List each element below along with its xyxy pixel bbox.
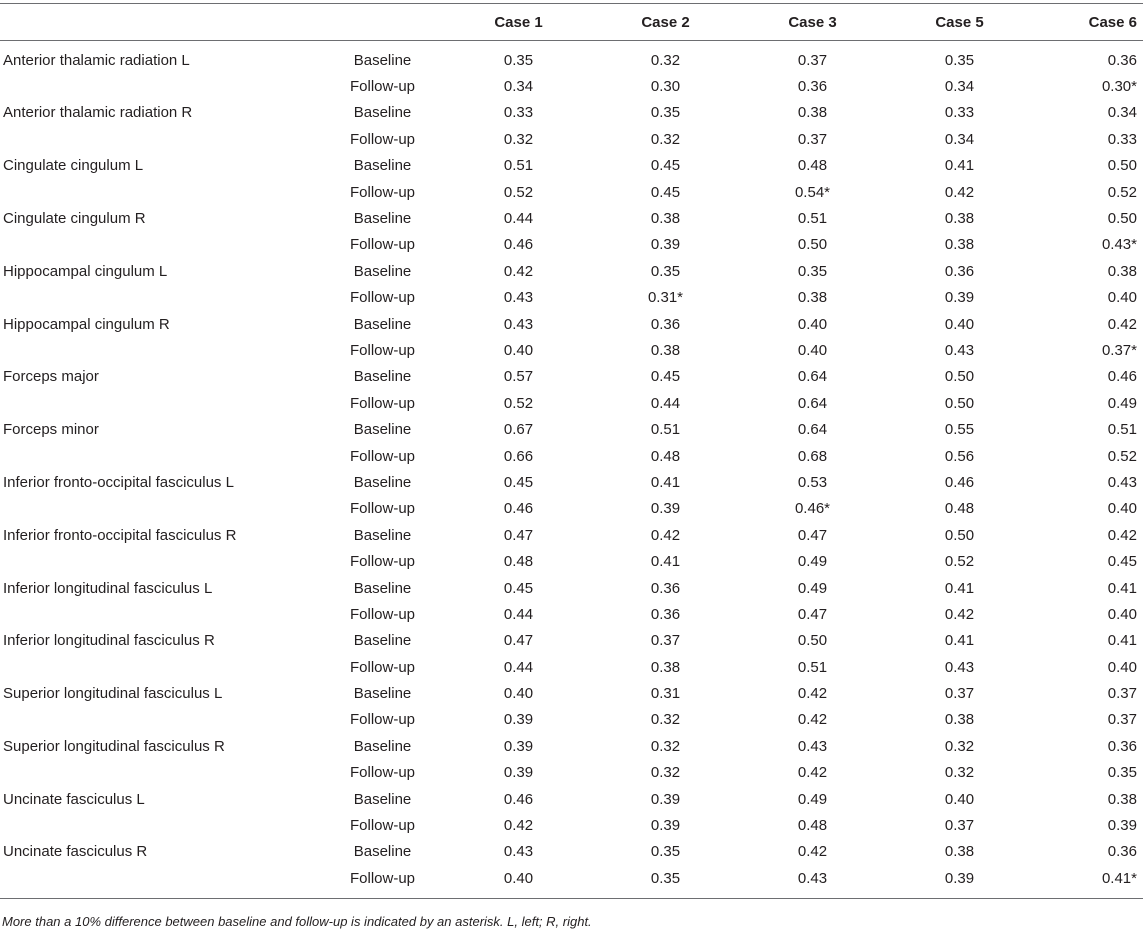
header-case-3: Case 3 [739,4,886,41]
header-timepoint [320,4,445,41]
case-2-value: 0.45 [650,183,681,201]
case-1-value: 0.57 [503,368,534,386]
timepoint: Follow-up [349,289,416,307]
case-3-value: 0.47 [797,605,828,623]
table-row [0,100,1143,126]
case-6-value: 0.36 [1107,737,1137,755]
tract-name: Inferior longitudinal fasciculus L [3,579,213,597]
table-row [0,522,1143,548]
timepoint: Follow-up [349,341,416,359]
case-1-value: 0.40 [445,865,592,898]
timepoint: Follow-up [349,711,416,729]
tract-name: Cingulate cingulum R [3,210,146,228]
case-5-value: 0.41 [944,157,975,175]
timepoint: Baseline [353,315,412,333]
case-6-value: 0.40 [1107,658,1137,676]
case-5-value: 0.41 [944,579,975,597]
case-3-value: 0.37 [797,130,828,148]
case-1-value: 0.51 [503,157,534,175]
case-1-value: 0.45 [503,473,534,491]
tract-name: Forceps major [3,368,99,386]
table-row [0,443,1143,469]
case-6-value: 0.40 [1107,605,1137,623]
case-5-value: 0.38 [944,843,975,861]
case-2-value: 0.31* [647,289,684,307]
case-1-value: 0.47 [503,632,534,650]
case-6-value: 0.43 [1107,473,1137,491]
case-3-value: 0.47 [797,526,828,544]
case-5-value: 0.34 [944,78,975,96]
table-row [0,364,1143,390]
case-5-value: 0.37 [944,817,975,835]
tract-name [0,548,320,574]
case-2-value: 0.37 [650,632,681,650]
case-1-value: 0.46 [503,236,534,254]
tract-name: Inferior fronto-occipital fasciculus R [3,526,237,544]
case-6-value: 0.49 [1107,394,1137,412]
case-2-value: 0.32 [650,711,681,729]
case-3-value: 0.54* [794,183,831,201]
timepoint: Follow-up [349,394,416,412]
case-6-value: 0.38 [1107,790,1137,808]
case-3-value: 0.49 [797,553,828,571]
case-6-value: 0.37 [1107,685,1137,703]
table-row [0,839,1143,865]
case-3-value: 0.40 [797,341,828,359]
case-6-value: 0.40 [1107,500,1137,518]
tract-name: Inferior fronto-occipital fasciculus L [3,473,234,491]
case-2-value: 0.39 [650,817,681,835]
timepoint: Follow-up [349,130,416,148]
timepoint: Follow-up [349,764,416,782]
tract-name: Inferior longitudinal fasciculus R [3,632,215,650]
case-1-value: 0.39 [503,764,534,782]
case-5-value: 0.50 [944,526,975,544]
timepoint: Baseline [353,210,412,228]
timepoint: Follow-up [349,78,416,96]
timepoint: Follow-up [349,817,416,835]
case-3-value: 0.50 [797,632,828,650]
timepoint: Baseline [353,421,412,439]
case-1-value: 0.52 [503,183,534,201]
case-5-value: 0.39 [944,289,975,307]
timepoint: Baseline [353,104,412,122]
timepoint: Baseline [353,157,412,175]
case-5-value: 0.40 [944,790,975,808]
table-header-row [0,4,1143,41]
case-1-value: 0.43 [503,315,534,333]
case-5-value: 0.33 [944,104,975,122]
case-2-value: 0.45 [650,368,681,386]
case-3-value: 0.50 [797,236,828,254]
table-row [0,337,1143,363]
table-row [0,205,1143,231]
case-3-value: 0.46* [794,500,831,518]
timepoint: Baseline [353,51,412,69]
case-6-value: 0.37* [1101,341,1137,359]
case-6-value: 0.52 [1107,447,1137,465]
case-1-value: 0.47 [503,526,534,544]
case-5-value: 0.48 [944,500,975,518]
tract-name: Forceps minor [3,421,99,439]
tract-name [0,496,320,522]
tract-name [0,337,320,363]
tract-name [0,760,320,786]
table-row [0,469,1143,495]
case-3-value: 0.64 [797,394,828,412]
case-2-value: 0.41 [650,473,681,491]
case-5-value: 0.39 [886,865,1033,898]
case-2-value: 0.38 [650,658,681,676]
case-2-value: 0.38 [650,210,681,228]
case-2-value: 0.48 [650,447,681,465]
timepoint: Baseline [353,473,412,491]
tract-name: Superior longitudinal fasciculus R [3,737,225,755]
case-1-value: 0.44 [503,210,534,228]
timepoint: Baseline [353,262,412,280]
case-1-value: 0.32 [503,130,534,148]
tract-name [0,232,320,258]
case-5-value: 0.41 [944,632,975,650]
case-6-value: 0.41 [1107,632,1137,650]
case-2-value: 0.35 [650,262,681,280]
case-2-value: 0.36 [650,315,681,333]
case-3-value: 0.42 [797,843,828,861]
tract-name [0,73,320,99]
case-1-value: 0.46 [503,500,534,518]
tract-name: Superior longitudinal fasciculus L [3,685,223,703]
timepoint: Baseline [353,685,412,703]
case-3-value: 0.43 [797,737,828,755]
case-6-value: 0.52 [1107,183,1137,201]
tract-name: Uncinate fasciculus L [3,790,145,808]
case-5-value: 0.32 [944,737,975,755]
case-1-value: 0.42 [503,817,534,835]
tract-name [0,443,320,469]
case-6-value: 0.42 [1107,526,1137,544]
case-6-value: 0.45 [1107,553,1137,571]
case-2-value: 0.32 [650,737,681,755]
table-row [0,496,1143,522]
case-3-value: 0.42 [797,685,828,703]
case-6-value: 0.41 [1107,579,1137,597]
case-2-value: 0.38 [650,341,681,359]
header-case-6: Case 6 [1033,4,1143,41]
tract-name [0,126,320,152]
case-1-value: 0.44 [503,658,534,676]
table-row [0,416,1143,442]
table-row [0,126,1143,152]
tract-name [0,707,320,733]
header-case-5: Case 5 [886,4,1033,41]
case-2-value: 0.41 [650,553,681,571]
timepoint: Follow-up [320,865,445,898]
tract-name [0,601,320,627]
timepoint: Baseline [353,368,412,386]
table-row [0,41,1143,74]
case-3-value: 0.36 [797,78,828,96]
timepoint: Follow-up [349,236,416,254]
case-3-value: 0.42 [797,711,828,729]
case-6-value: 0.34 [1107,104,1137,122]
case-1-value: 0.46 [503,790,534,808]
fa-values-table [0,3,1143,899]
table-row [0,153,1143,179]
case-2-value: 0.30 [650,78,681,96]
case-1-value: 0.43 [503,289,534,307]
case-6-value: 0.41* [1033,865,1143,898]
case-6-value: 0.46 [1107,368,1137,386]
case-6-value: 0.39 [1107,817,1137,835]
tract-name: Hippocampal cingulum L [3,262,168,280]
case-3-value: 0.64 [797,368,828,386]
header-case-1: Case 1 [445,4,592,41]
case-5-value: 0.36 [944,262,975,280]
case-3-value: 0.40 [797,315,828,333]
case-6-value: 0.33 [1107,130,1137,148]
timepoint: Baseline [353,737,412,755]
table-row [0,707,1143,733]
case-1-value: 0.40 [503,341,534,359]
case-3-value: 0.49 [797,790,828,808]
case-2-value: 0.32 [650,764,681,782]
table-row [0,654,1143,680]
case-6-value: 0.36 [1107,51,1137,69]
case-1-value: 0.44 [503,605,534,623]
case-5-value: 0.40 [944,315,975,333]
case-5-value: 0.34 [944,130,975,148]
case-3-value: 0.51 [797,210,828,228]
case-5-value: 0.52 [944,553,975,571]
timepoint: Follow-up [349,553,416,571]
table-row [0,73,1143,99]
case-1-value: 0.35 [503,51,534,69]
case-2-value: 0.39 [650,236,681,254]
case-6-value: 0.50 [1107,157,1137,175]
case-2-value: 0.35 [592,865,739,898]
case-2-value: 0.32 [650,130,681,148]
case-2-value: 0.35 [650,104,681,122]
case-3-value: 0.48 [797,157,828,175]
case-2-value: 0.35 [650,843,681,861]
tract-name [0,654,320,680]
tract-name [0,390,320,416]
table-row [0,232,1143,258]
case-3-value: 0.42 [797,764,828,782]
case-2-value: 0.44 [650,394,681,412]
case-6-value: 0.37 [1107,711,1137,729]
case-2-value: 0.39 [650,500,681,518]
case-1-value: 0.66 [503,447,534,465]
table-row [0,812,1143,838]
case-5-value: 0.55 [944,421,975,439]
case-1-value: 0.67 [503,421,534,439]
table-row [0,601,1143,627]
case-2-value: 0.32 [650,51,681,69]
timepoint: Follow-up [349,447,416,465]
case-6-value: 0.51 [1107,421,1137,439]
case-5-value: 0.38 [944,711,975,729]
case-3-value: 0.35 [797,262,828,280]
tract-name: Cingulate cingulum L [3,157,144,175]
table-row [0,285,1143,311]
case-3-value: 0.53 [797,473,828,491]
case-3-value: 0.68 [797,447,828,465]
timepoint: Follow-up [349,183,416,201]
header-tract [0,4,320,41]
case-6-value: 0.38 [1107,262,1137,280]
case-3-value: 0.37 [797,51,828,69]
case-5-value: 0.42 [944,183,975,201]
case-1-value: 0.40 [503,685,534,703]
table-row [0,575,1143,601]
table-row [0,258,1143,284]
case-5-value: 0.43 [944,658,975,676]
case-1-value: 0.39 [503,711,534,729]
case-5-value: 0.37 [944,685,975,703]
case-6-value: 0.50 [1107,210,1137,228]
case-3-value: 0.38 [797,289,828,307]
table-row [0,390,1143,416]
case-2-value: 0.45 [650,157,681,175]
table-footnote: More than a 10% difference between baseline and follow-up is indicated by an asterisk. L, left; R, right. [2,914,592,929]
timepoint: Baseline [353,790,412,808]
table-row [0,548,1143,574]
table-row [0,760,1143,786]
timepoint: Baseline [353,843,412,861]
case-2-value: 0.36 [650,605,681,623]
case-2-value: 0.42 [650,526,681,544]
case-1-value: 0.39 [503,737,534,755]
case-5-value: 0.32 [944,764,975,782]
case-1-value: 0.34 [503,78,534,96]
case-1-value: 0.48 [503,553,534,571]
case-3-value: 0.48 [797,817,828,835]
case-3-value: 0.51 [797,658,828,676]
case-3-value: 0.43 [739,865,886,898]
tract-name [0,179,320,205]
tract-name [0,865,320,898]
tract-name: Anterior thalamic radiation L [3,51,190,69]
case-6-value: 0.30* [1101,78,1137,96]
case-1-value: 0.43 [503,843,534,861]
case-5-value: 0.42 [944,605,975,623]
table-row [0,628,1143,654]
case-2-value: 0.51 [650,421,681,439]
case-6-value: 0.42 [1107,315,1137,333]
tract-name: Hippocampal cingulum R [3,315,170,333]
timepoint: Follow-up [349,605,416,623]
timepoint: Baseline [353,632,412,650]
table-body [0,41,1143,899]
case-6-value: 0.40 [1107,289,1137,307]
header-case-2: Case 2 [592,4,739,41]
case-5-value: 0.46 [944,473,975,491]
case-5-value: 0.43 [944,341,975,359]
timepoint: Baseline [353,579,412,597]
case-3-value: 0.38 [797,104,828,122]
case-6-value: 0.43* [1101,236,1137,254]
case-5-value: 0.38 [944,210,975,228]
timepoint: Baseline [353,526,412,544]
table-row [0,680,1143,706]
table-row [0,865,1143,898]
table-row [0,786,1143,812]
case-5-value: 0.35 [944,51,975,69]
case-2-value: 0.36 [650,579,681,597]
timepoint: Follow-up [349,658,416,676]
case-3-value: 0.49 [797,579,828,597]
case-5-value: 0.38 [944,236,975,254]
case-2-value: 0.31 [650,685,681,703]
tract-name [0,285,320,311]
case-2-value: 0.39 [650,790,681,808]
case-1-value: 0.45 [503,579,534,597]
case-6-value: 0.36 [1107,843,1137,861]
case-1-value: 0.33 [503,104,534,122]
case-6-value: 0.35 [1107,764,1137,782]
case-3-value: 0.64 [797,421,828,439]
table-row [0,179,1143,205]
table-row [0,733,1143,759]
case-1-value: 0.52 [503,394,534,412]
tract-name: Anterior thalamic radiation R [3,104,193,122]
case-1-value: 0.42 [503,262,534,280]
timepoint: Follow-up [349,500,416,518]
tract-name [0,812,320,838]
case-5-value: 0.50 [944,368,975,386]
case-5-value: 0.50 [944,394,975,412]
table-row [0,311,1143,337]
tract-name: Uncinate fasciculus R [3,843,148,861]
case-5-value: 0.56 [944,447,975,465]
